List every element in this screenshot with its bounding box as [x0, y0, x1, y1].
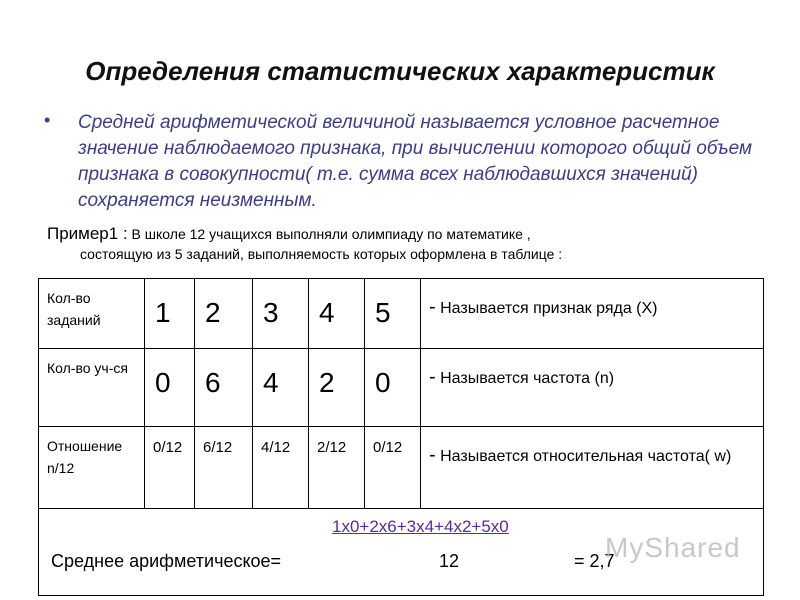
- dash: -: [429, 444, 436, 466]
- table-cell: 4/12: [253, 427, 309, 509]
- definition-text: Средней арифметической величиной называется условное расчетное значение наблюдаемого признака, при вычислении которого общий объем признака в совокупности( т.е. сумма всех наблюдавшихся значений) сохраняется неизменным.: [78, 112, 753, 211]
- example-lead: Пример1 :: [47, 224, 128, 243]
- example-line1: В школе 12 учащихся выполняли олимпиаду по математике ,: [127, 226, 531, 242]
- example-line2: состоящую из 5 заданий, выполняемость которых оформлена в таблице :: [80, 246, 563, 262]
- row-description: [421, 279, 764, 349]
- table-cell: 0: [145, 349, 195, 427]
- table-cell: 4: [309, 279, 365, 349]
- row-description-text: Называется признак ряда (X): [440, 300, 658, 317]
- table-cell: 2: [195, 279, 253, 349]
- row-header: Отношение n/12: [39, 427, 145, 509]
- mean-denominator: 12: [439, 551, 460, 571]
- table-cell: 5: [365, 279, 421, 349]
- row-description-text: Называется частота (n): [440, 370, 615, 387]
- table-row: [39, 427, 764, 509]
- table-cell: 4: [253, 349, 309, 427]
- table-cell: 1: [145, 279, 195, 349]
- bullet-icon: •: [44, 110, 51, 130]
- table-cell: 6/12: [195, 427, 253, 509]
- page-title: Определения статистических характеристик: [85, 56, 715, 86]
- mean-label: Среднее арифметическое=: [51, 551, 282, 571]
- table-cell: 2: [309, 349, 365, 427]
- row-header: Кол-во заданий: [39, 279, 145, 349]
- mean-numerator: 1x0+2x6+3x4+4x2+5x0: [332, 517, 509, 536]
- row-description: [421, 427, 764, 509]
- row-description-text: Называется относительная частота( w): [440, 448, 732, 465]
- row-header: Кол-во уч-ся: [39, 349, 145, 427]
- table-cell: 0: [365, 349, 421, 427]
- dash: -: [429, 366, 436, 388]
- table-cell: 0/12: [365, 427, 421, 509]
- table-cell: 0/12: [145, 427, 195, 509]
- dash: -: [429, 296, 436, 318]
- definition-bullet: [40, 110, 760, 214]
- mean-result: = 2,7: [574, 551, 615, 571]
- table-cell: 3: [253, 279, 309, 349]
- watermark-logo: MyShared: [605, 532, 741, 563]
- row-description: [421, 349, 764, 427]
- example-intro: [47, 224, 767, 244]
- table-row: [39, 349, 764, 427]
- table-cell: 2/12: [309, 427, 365, 509]
- table-cell: 6: [195, 349, 253, 427]
- table-row: [39, 279, 764, 349]
